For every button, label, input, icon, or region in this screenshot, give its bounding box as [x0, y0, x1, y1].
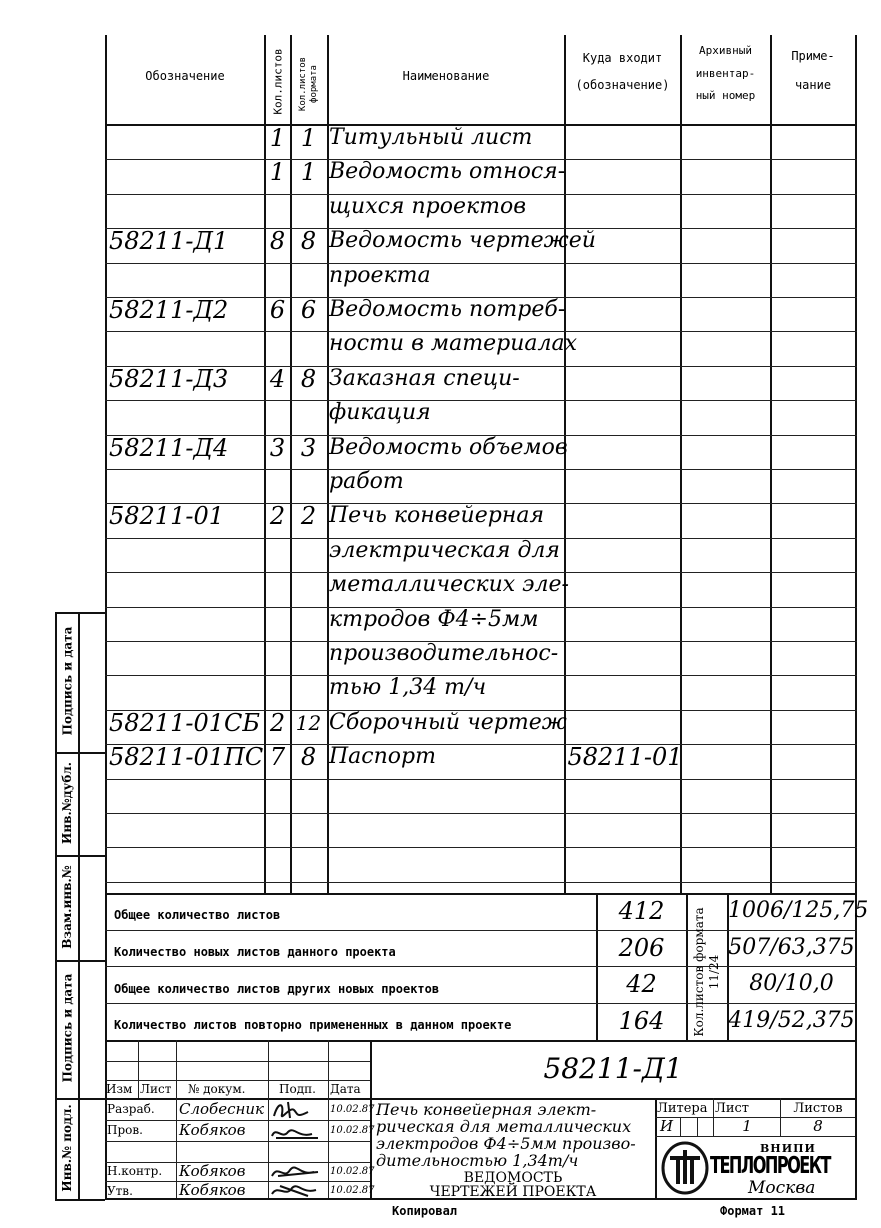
table-row [105, 572, 855, 606]
header-where-2: (обозначение) [575, 78, 670, 92]
name-norm-control: Кобяков [179, 1162, 246, 1180]
header-archive-3: ный номер [695, 89, 756, 102]
stamp-signature-date-top: Подпись и дата [60, 626, 75, 736]
org-top: ВНИПИ [760, 1142, 816, 1155]
listov-label: Листов [793, 1101, 843, 1116]
total-format-2: 507/63,375 [728, 935, 855, 960]
header-archive-1: Архивный [699, 44, 752, 57]
row-sheets: 8 [269, 227, 286, 255]
row-name: металлических эле- [329, 572, 569, 597]
stamp-signature-date-bottom: Подпись и дата [60, 973, 75, 1083]
doc-code: 58211-Д1 [543, 1052, 683, 1085]
col-izm: Изм [106, 1082, 133, 1096]
col-sign: Подп. [279, 1082, 316, 1096]
total-label-3: Общее количество листов других новых проектов [114, 982, 440, 996]
product-line-4: дительностью 1,34т/ч [376, 1151, 579, 1170]
row-name: Титульный лист [329, 125, 533, 150]
role-approved: Утв. [107, 1184, 133, 1198]
col-list: Лист [140, 1082, 172, 1096]
stamp-inv-orig: Инв.№ подл. [60, 1104, 74, 1192]
total-value-3: 42 [626, 970, 657, 998]
row-designation: 58211-01 [109, 502, 224, 530]
row-format: 2 [300, 502, 317, 530]
row-sheets: 3 [269, 434, 286, 462]
footer-format: Формат 11 [720, 1204, 786, 1218]
row-name: тью 1,34 т/ч [329, 675, 487, 700]
header-format-count: Кол.листов формата [298, 56, 319, 112]
row-sheets: 6 [269, 296, 286, 324]
table-row [105, 538, 855, 572]
row-where: 58211-01 [567, 743, 683, 771]
row-name: проекта [329, 263, 431, 288]
date-3: 10.02.87 [330, 1166, 375, 1177]
table-row [105, 607, 855, 641]
table-row [105, 331, 855, 365]
header-sheets-count: Кол.листов [271, 48, 285, 115]
table-row [105, 400, 855, 434]
row-format: 8 [300, 743, 317, 771]
row-name: Ведомость потреб- [329, 297, 566, 322]
row-designation: 58211-Д4 [109, 434, 229, 462]
row-format: 6 [300, 296, 317, 324]
row-sheets: 4 [269, 365, 286, 393]
header-designation: Обозначение [145, 69, 225, 83]
table-row [105, 813, 855, 847]
total-format-1: 1006/125,75 [728, 898, 869, 923]
row-format: 1 [300, 158, 317, 186]
row-name: Сборочный чертеж [329, 710, 567, 735]
row-sheets: 1 [269, 158, 286, 186]
col-doc: № докум. [188, 1082, 246, 1096]
row-name: щихся проектов [329, 194, 527, 219]
table-row [105, 228, 855, 262]
row-designation: 58211-Д2 [109, 296, 229, 324]
sheet-title-2: ЧЕРТЕЖЕЙ ПРОЕКТА [429, 1184, 597, 1200]
row-sheets: 2 [269, 709, 286, 737]
name-approved: Кобяков [179, 1181, 246, 1199]
table-row [105, 503, 855, 537]
table-row [105, 779, 855, 813]
date-2: 10.02.87 [330, 1125, 375, 1136]
litera-value: И [660, 1117, 674, 1135]
row-format: 8 [300, 227, 317, 255]
row-separator [105, 882, 857, 883]
table-row [105, 159, 855, 193]
row-designation: 58211-Д3 [109, 365, 229, 393]
litera-label: Литера [657, 1101, 708, 1116]
table-row [105, 435, 855, 469]
sheet-title-1: ВЕДОМОСТЬ [463, 1170, 563, 1186]
header-note-1: Приме- [791, 49, 835, 63]
table-row [105, 847, 855, 881]
product-line-2: рическая для металлических [376, 1117, 632, 1136]
org-logo-icon [660, 1140, 710, 1196]
row-name: Паспорт [329, 744, 436, 769]
row-name: работ [329, 469, 404, 494]
header-archive-2: инвентар- [695, 67, 756, 80]
role-norm-control: Н.контр. [107, 1164, 163, 1178]
row-name: электрическая для [329, 538, 560, 563]
stamp-inv-dupl: Инв.№дубл. [60, 762, 74, 845]
table-row [105, 641, 855, 675]
row-name: Заказная специ- [329, 366, 520, 391]
total-format-3: 80/10,0 [749, 971, 834, 996]
date-1: 10.02.87 [330, 1104, 375, 1115]
table-row [105, 469, 855, 503]
table-row [105, 366, 855, 400]
table-row [105, 675, 855, 709]
table-row [105, 744, 855, 778]
header-note-2: чание [794, 78, 832, 92]
table-row [105, 194, 855, 228]
name-developer: Слобесник [179, 1100, 264, 1118]
row-format: 8 [300, 365, 317, 393]
row-name: Ведомость чертежей [329, 228, 596, 253]
total-label-2: Количество новых листов данного проекта [114, 945, 396, 959]
table-row [105, 263, 855, 297]
row-sheets: 2 [269, 502, 286, 530]
row-name: ктродов Ф4÷5мм [329, 607, 539, 632]
table-row [105, 125, 855, 159]
col-date: Дата [330, 1082, 361, 1096]
signature-marks [268, 1098, 328, 1198]
product-line-1: Печь конвейерная элект- [376, 1100, 597, 1119]
org-name: ТЕПЛОПРОЕКТ [710, 1153, 830, 1179]
total-value-1: 412 [618, 897, 665, 925]
row-name: производительнос- [329, 641, 559, 666]
row-designation: 58211-Д1 [109, 227, 229, 255]
row-format: 12 [295, 711, 322, 735]
row-sheets: 7 [269, 743, 286, 771]
product-line-3: электродов Ф4÷5мм произво- [376, 1134, 636, 1153]
row-designation: 58211-01СБ [109, 709, 260, 737]
row-designation: 58211-01ПС [109, 743, 264, 771]
date-4: 10.02.87 [330, 1185, 375, 1196]
row-name: Ведомость относя- [329, 159, 566, 184]
total-label-4: Количество листов повторно примененных в данном проекте [114, 1018, 512, 1032]
table-row [105, 297, 855, 331]
stamp-vzam-inv: Взам.инв.№ [60, 865, 74, 949]
name-checker: Кобяков [179, 1121, 246, 1139]
row-sheets: 1 [269, 124, 286, 152]
total-format-4: 419/52,375 [728, 1008, 855, 1033]
total-value-2: 206 [618, 934, 665, 962]
footer-copied: Копировал [392, 1204, 458, 1218]
row-name: Печь конвейерная [329, 503, 545, 528]
listov-value: 8 [813, 1117, 823, 1135]
row-name: Ведомость объемов [329, 435, 568, 460]
list-value: 1 [742, 1117, 752, 1135]
row-name: фикация [329, 400, 431, 425]
total-value-4: 164 [618, 1007, 665, 1035]
table-row [105, 710, 855, 744]
row-format: 1 [300, 124, 317, 152]
header-where-1: Куда входит [582, 51, 663, 65]
role-developer: Разраб. [107, 1102, 155, 1116]
totals-format-vertical: Кол.листов формата 11/24 [692, 907, 721, 1037]
org-city: Москва [748, 1178, 816, 1198]
row-name: ности в материалах [329, 331, 578, 356]
total-label-1: Общее количество листов [114, 908, 281, 922]
role-checker: Пров. [107, 1123, 143, 1137]
row-format: 3 [300, 434, 317, 462]
header-name: Наименование [402, 69, 490, 83]
list-label: Лист [715, 1101, 749, 1116]
